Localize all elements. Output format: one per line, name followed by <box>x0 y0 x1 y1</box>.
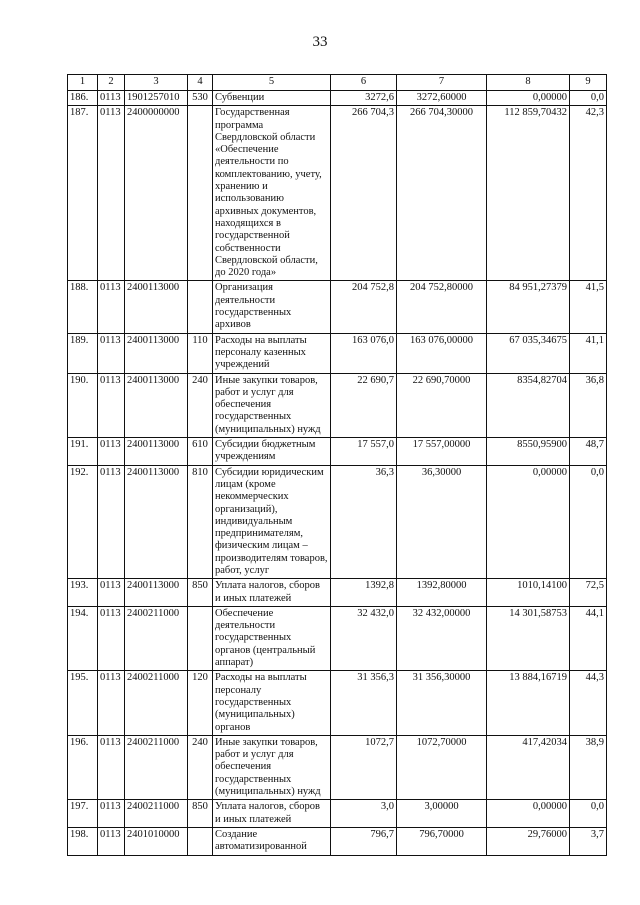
row-number: 194. <box>68 606 98 670</box>
expense-type <box>188 106 213 281</box>
value-col-7: 1072,70000 <box>397 735 487 799</box>
section-code: 0113 <box>98 735 125 799</box>
item-name: Обеспечение деятельности государственных органов (центральный аппарат) <box>213 606 331 670</box>
item-name: Субсидии юридическим лицам (кроме некоммерческих организаций), индивидуальным предпринимателям, физическим лицам – производителям товаров, работ, услуг <box>213 465 331 579</box>
value-col-7: 3,00000 <box>397 800 487 828</box>
value-col-8: 0,00000 <box>487 465 570 579</box>
header-cell: 9 <box>570 75 607 91</box>
expense-type: 610 <box>188 438 213 466</box>
item-name: Государственная программа Свердловской области «Обеспечение деятельности по комплектованию, учету, хранению и использованию архивных документов, находящихся в государственной собственности Свердловской области, до 2020 года» <box>213 106 331 281</box>
item-name: Расходы на выплаты персоналу государственных (муниципальных) органов <box>213 671 331 735</box>
value-col-8: 0,00000 <box>487 91 570 106</box>
value-col-7: 32 432,00000 <box>397 606 487 670</box>
expense-type <box>188 281 213 333</box>
row-number: 186. <box>68 91 98 106</box>
target-code: 2400113000 <box>125 281 188 333</box>
value-col-7: 3272,60000 <box>397 91 487 106</box>
header-cell: 1 <box>68 75 98 91</box>
target-code: 2400113000 <box>125 465 188 579</box>
table-row <box>68 465 607 579</box>
target-code: 2400000000 <box>125 106 188 281</box>
header-row <box>68 75 607 91</box>
item-name: Организация деятельности государственных архивов <box>213 281 331 333</box>
target-code: 2400113000 <box>125 333 188 373</box>
table-row <box>68 606 607 670</box>
value-col-6: 36,3 <box>331 465 397 579</box>
value-col-8: 13 884,16719 <box>487 671 570 735</box>
expense-type: 810 <box>188 465 213 579</box>
value-col-8: 0,00000 <box>487 800 570 828</box>
expense-type: 110 <box>188 333 213 373</box>
expense-type: 850 <box>188 800 213 828</box>
section-code: 0113 <box>98 281 125 333</box>
row-number: 193. <box>68 579 98 607</box>
value-col-7: 796,70000 <box>397 827 487 855</box>
value-col-6: 204 752,8 <box>331 281 397 333</box>
header-cell: 7 <box>397 75 487 91</box>
value-col-6: 163 076,0 <box>331 333 397 373</box>
header-cell: 2 <box>98 75 125 91</box>
target-code: 2400211000 <box>125 800 188 828</box>
row-number: 190. <box>68 373 98 437</box>
row-number: 198. <box>68 827 98 855</box>
section-code: 0113 <box>98 800 125 828</box>
item-name: Уплата налогов, сборов и иных платежей <box>213 579 331 607</box>
section-code: 0113 <box>98 373 125 437</box>
value-col-8: 417,42034 <box>487 735 570 799</box>
item-name: Субвенции <box>213 91 331 106</box>
target-code: 2401010000 <box>125 827 188 855</box>
table-row <box>68 671 607 735</box>
table-row <box>68 800 607 828</box>
percent-col-9: 41,1 <box>570 333 607 373</box>
expense-type: 240 <box>188 373 213 437</box>
percent-col-9: 48,7 <box>570 438 607 466</box>
expense-type <box>188 606 213 670</box>
value-col-8: 8354,82704 <box>487 373 570 437</box>
table-row <box>68 106 607 281</box>
section-code: 0113 <box>98 333 125 373</box>
row-number: 192. <box>68 465 98 579</box>
percent-col-9: 38,9 <box>570 735 607 799</box>
table-row <box>68 333 607 373</box>
value-col-7: 31 356,30000 <box>397 671 487 735</box>
expense-type: 530 <box>188 91 213 106</box>
table-row <box>68 827 607 855</box>
value-col-8: 67 035,34675 <box>487 333 570 373</box>
row-number: 189. <box>68 333 98 373</box>
value-col-6: 31 356,3 <box>331 671 397 735</box>
table-row <box>68 373 607 437</box>
table-row <box>68 91 607 106</box>
value-col-6: 3272,6 <box>331 91 397 106</box>
row-number: 195. <box>68 671 98 735</box>
value-col-7: 17 557,00000 <box>397 438 487 466</box>
expense-type: 850 <box>188 579 213 607</box>
value-col-8: 14 301,58753 <box>487 606 570 670</box>
section-code: 0113 <box>98 827 125 855</box>
row-number: 197. <box>68 800 98 828</box>
header-cell: 6 <box>331 75 397 91</box>
value-col-6: 32 432,0 <box>331 606 397 670</box>
table-row <box>68 735 607 799</box>
value-col-7: 22 690,70000 <box>397 373 487 437</box>
budget-table <box>67 74 607 856</box>
value-col-6: 1392,8 <box>331 579 397 607</box>
header-cell: 3 <box>125 75 188 91</box>
value-col-6: 22 690,7 <box>331 373 397 437</box>
value-col-8: 84 951,27379 <box>487 281 570 333</box>
percent-col-9: 36,8 <box>570 373 607 437</box>
value-col-7: 1392,80000 <box>397 579 487 607</box>
value-col-8: 1010,14100 <box>487 579 570 607</box>
table-row <box>68 281 607 333</box>
value-col-6: 1072,7 <box>331 735 397 799</box>
section-code: 0113 <box>98 91 125 106</box>
table-row <box>68 579 607 607</box>
page-number: 33 <box>312 34 328 50</box>
percent-col-9: 0,0 <box>570 800 607 828</box>
expense-type <box>188 827 213 855</box>
section-code: 0113 <box>98 438 125 466</box>
target-code: 2400113000 <box>125 373 188 437</box>
value-col-7: 204 752,80000 <box>397 281 487 333</box>
value-col-7: 266 704,30000 <box>397 106 487 281</box>
section-code: 0113 <box>98 465 125 579</box>
percent-col-9: 41,5 <box>570 281 607 333</box>
value-col-8: 112 859,70432 <box>487 106 570 281</box>
percent-col-9: 44,1 <box>570 606 607 670</box>
value-col-7: 163 076,00000 <box>397 333 487 373</box>
section-code: 0113 <box>98 606 125 670</box>
target-code: 2400211000 <box>125 735 188 799</box>
value-col-6: 17 557,0 <box>331 438 397 466</box>
percent-col-9: 3,7 <box>570 827 607 855</box>
value-col-8: 29,76000 <box>487 827 570 855</box>
item-name: Иные закупки товаров, работ и услуг для обеспечения государственных (муниципальных) нужд <box>213 735 331 799</box>
row-number: 188. <box>68 281 98 333</box>
value-col-6: 3,0 <box>331 800 397 828</box>
value-col-6: 266 704,3 <box>331 106 397 281</box>
target-code: 1901257010 <box>125 91 188 106</box>
target-code: 2400113000 <box>125 438 188 466</box>
percent-col-9: 72,5 <box>570 579 607 607</box>
section-code: 0113 <box>98 671 125 735</box>
value-col-7: 36,30000 <box>397 465 487 579</box>
item-name: Создание автоматизированной <box>213 827 331 855</box>
item-name: Уплата налогов, сборов и иных платежей <box>213 800 331 828</box>
expense-type: 120 <box>188 671 213 735</box>
header-cell: 4 <box>188 75 213 91</box>
value-col-6: 796,7 <box>331 827 397 855</box>
percent-col-9: 0,0 <box>570 91 607 106</box>
header-cell: 5 <box>213 75 331 91</box>
item-name: Иные закупки товаров, работ и услуг для обеспечения государственных (муниципальных) нужд <box>213 373 331 437</box>
percent-col-9: 44,3 <box>570 671 607 735</box>
item-name: Субсидии бюджетным учреждениям <box>213 438 331 466</box>
percent-col-9: 42,3 <box>570 106 607 281</box>
target-code: 2400211000 <box>125 606 188 670</box>
item-name: Расходы на выплаты персоналу казенных учреждений <box>213 333 331 373</box>
expense-type: 240 <box>188 735 213 799</box>
target-code: 2400211000 <box>125 671 188 735</box>
header-cell: 8 <box>487 75 570 91</box>
section-code: 0113 <box>98 579 125 607</box>
percent-col-9: 0,0 <box>570 465 607 579</box>
row-number: 196. <box>68 735 98 799</box>
target-code: 2400113000 <box>125 579 188 607</box>
value-col-8: 8550,95900 <box>487 438 570 466</box>
row-number: 191. <box>68 438 98 466</box>
table-row <box>68 438 607 466</box>
section-code: 0113 <box>98 106 125 281</box>
row-number: 187. <box>68 106 98 281</box>
